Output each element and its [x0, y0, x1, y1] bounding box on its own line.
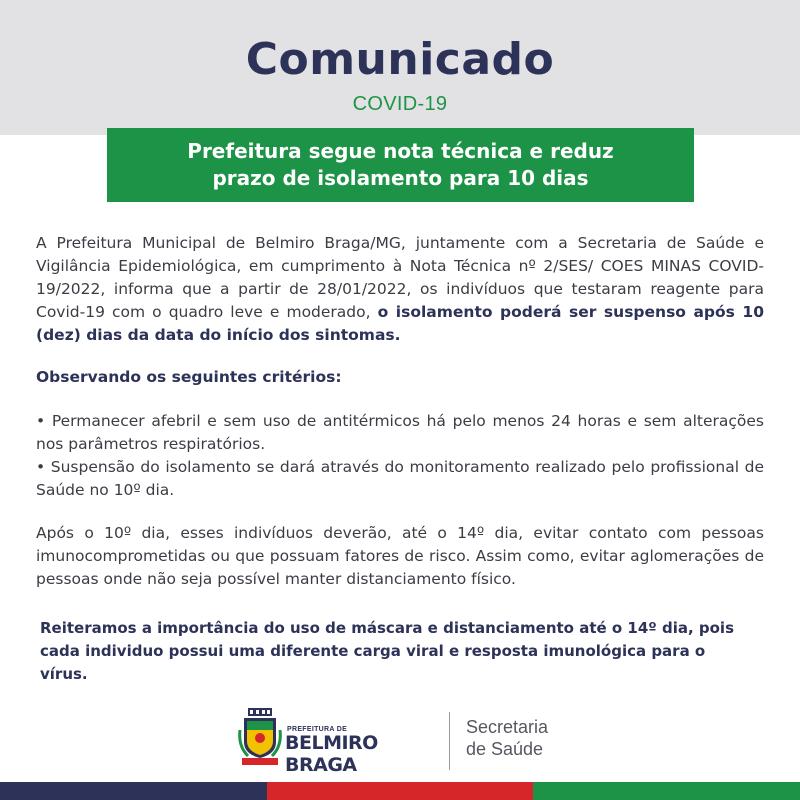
page-subtitle: COVID-19 [352, 93, 448, 115]
criteria-item: • Permanecer afebril e sem uso de antitérmicos há pelo menos 24 horas e sem alterações nos parâmetros respiratórios. [36, 412, 764, 453]
page-title: Comunicado [245, 34, 555, 85]
intro-paragraph [36, 232, 764, 347]
logo-prefix: PREFEITURA DE [287, 726, 348, 733]
footer-stripe-navy [0, 782, 267, 800]
footer-stripe-green [533, 782, 800, 800]
after-day-10-paragraph: Após o 10º dia, esses indivíduos deverão, até o 14º dia, evitar contato com pessoas imunocomprometidas ou que possuam fatores de risco. Assim como, evitar aglomerações de pessoas onde não seja possível manter distanciamento físico. [36, 524, 764, 588]
criteria-list [36, 410, 764, 502]
closing-statement: Reiteramos a importância do uso de máscara e distanciamento até o 14º dia, pois cada individuo possui uma diferente carga viral e resposta imunológica para o vírus. [40, 619, 734, 683]
footer-divider [449, 712, 450, 770]
headline-banner [107, 128, 694, 202]
footer-stripe-red [267, 782, 533, 800]
intro-highlight: o isolamento poderá ser suspenso após 10 (dez) dias da data do início dos sintomas. [36, 303, 764, 344]
criteria-heading: Observando os seguintes critérios: [36, 368, 342, 386]
logo-name: BELMIRO BRAGA [285, 732, 378, 776]
coat-of-arms-icon [238, 708, 282, 768]
department-line-1: Secretaria [466, 717, 549, 737]
department-name [466, 716, 548, 760]
department-line-2: de Saúde [466, 739, 544, 759]
criteria-item: • Suspensão do isolamento se dará através do monitoramento realizado pelo profissional de Saúde no 10º dia. [36, 458, 764, 499]
intro-text: A Prefeitura Municipal de Belmiro Braga/MG, juntamente com a Secretaria de Saúde e Vigilância Epidemiológica, em cumprimento à Nota Técnica nº 2/SES/ COES MINAS COVID-19/2022, informa que a partir de 28/01/2022, os indivíduos que testaram reagente para Covid-19 com o quadro leve e moderado, [36, 234, 764, 321]
headline-line-1: Prefeitura segue nota técnica e reduz [187, 139, 614, 163]
headline-line-2: prazo de isolamento para 10 dias [212, 166, 589, 190]
municipality-logo [238, 706, 438, 776]
